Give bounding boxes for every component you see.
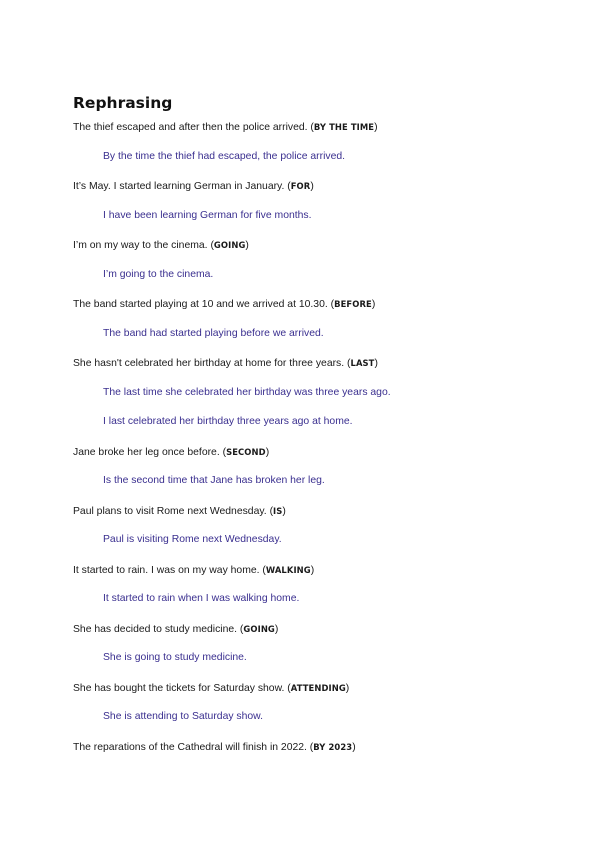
exercise-answer: I last celebrated her birthday three years ago at home. bbox=[103, 416, 353, 427]
exercise-keyword: WALKING bbox=[265, 564, 311, 575]
exercise-sentence: It’s May. I started learning German in January. bbox=[73, 181, 285, 192]
exercise-prompt: The reparations of the Cathedral will finish in 2022. (BY 2023) bbox=[73, 741, 356, 753]
exercise-item bbox=[73, 179, 553, 238]
exercise-item bbox=[73, 297, 553, 356]
exercise-prompt: She has decided to study medicine. (GOING) bbox=[73, 623, 279, 635]
exercise-keyword: SECOND bbox=[226, 446, 266, 457]
exercise-prompt: She hasn't celebrated her birthday at home for three years. (LAST) bbox=[73, 358, 378, 369]
exercise-sentence: She has decided to study medicine. bbox=[73, 623, 238, 635]
exercise-answer: The last time she celebrated her birthday was three years ago. bbox=[103, 386, 391, 398]
exercise-answer: Paul is visiting Rome next Wednesday. bbox=[103, 534, 282, 545]
exercise-answer: She is attending to Saturday show. bbox=[103, 711, 264, 722]
exercise-item bbox=[73, 445, 553, 504]
exercise-item bbox=[73, 681, 553, 740]
exercise-answer: By the time the thief had escaped, the police arrived. bbox=[103, 150, 346, 162]
exercise-prompt: Paul plans to visit Rome next Wednesday. (IS) bbox=[73, 505, 286, 517]
document-page bbox=[73, 92, 553, 769]
exercise-answer: Is the second time that Jane has broken her leg. bbox=[103, 475, 325, 486]
exercise-answer: She is going to study medicine. bbox=[103, 652, 247, 663]
exercise-prompt: The thief escaped and after then the police arrived. (BY THE TIME) bbox=[73, 122, 378, 133]
exercise-keyword: LAST bbox=[350, 358, 375, 368]
exercise-keyword: FOR bbox=[290, 181, 311, 191]
exercise-keyword: BY 2023 bbox=[313, 741, 353, 752]
exercise-item bbox=[73, 622, 553, 681]
exercise-keyword: ATTENDING bbox=[290, 682, 346, 693]
exercise-prompt: Jane broke her leg once before. (SECOND) bbox=[73, 446, 270, 458]
exercise-prompt: It’s May. I started learning German in January. (FOR) bbox=[73, 181, 314, 192]
exercise-answer: I have been learning German for five months. bbox=[103, 209, 312, 221]
exercise-sentence: Paul plans to visit Rome next Wednesday. bbox=[73, 505, 267, 517]
exercise-sentence: It started to rain. I was on my way home. bbox=[73, 564, 260, 576]
exercise-keyword: IS bbox=[273, 505, 283, 516]
exercise-item bbox=[73, 740, 553, 770]
exercise-keyword: BY THE TIME bbox=[313, 122, 375, 132]
exercise-item bbox=[73, 504, 553, 563]
exercise-item bbox=[73, 238, 553, 297]
exercise-sentence: Jane broke her leg once before. bbox=[73, 446, 220, 458]
exercise-prompt: The band started playing at 10 and we arrived at 10.30. (BEFORE) bbox=[73, 299, 376, 310]
exercise-prompt: I’m on my way to the cinema. (GOING) bbox=[73, 240, 249, 251]
exercise-keyword: GOING bbox=[243, 623, 275, 634]
exercise-sentence: I’m on my way to the cinema. bbox=[73, 240, 208, 251]
exercise-list bbox=[73, 120, 553, 769]
exercise-answer: I’m going to the cinema. bbox=[103, 268, 214, 280]
exercise-answer: It started to rain when I was walking home. bbox=[103, 593, 300, 604]
exercise-item bbox=[73, 356, 553, 445]
page-title: Rephrasing bbox=[73, 94, 173, 112]
exercise-sentence: She hasn't celebrated her birthday at home for three years. bbox=[73, 358, 345, 369]
exercise-item bbox=[73, 563, 553, 622]
exercise-answer: The band had started playing before we arrived. bbox=[103, 327, 324, 339]
exercise-sentence: The band started playing at 10 and we arrived at 10.30. bbox=[73, 299, 328, 310]
exercise-keyword: GOING bbox=[213, 240, 246, 250]
exercise-prompt: It started to rain. I was on my way home. (WALKING) bbox=[73, 564, 315, 576]
exercise-item bbox=[73, 120, 553, 179]
exercise-keyword: BEFORE bbox=[334, 299, 372, 309]
exercise-sentence: The reparations of the Cathedral will finish in 2022. bbox=[73, 741, 307, 753]
exercise-sentence: She has bought the tickets for Saturday show. bbox=[73, 682, 285, 694]
exercise-sentence: The thief escaped and after then the police arrived. bbox=[73, 122, 308, 133]
exercise-prompt: She has bought the tickets for Saturday show. (ATTENDING) bbox=[73, 682, 350, 694]
